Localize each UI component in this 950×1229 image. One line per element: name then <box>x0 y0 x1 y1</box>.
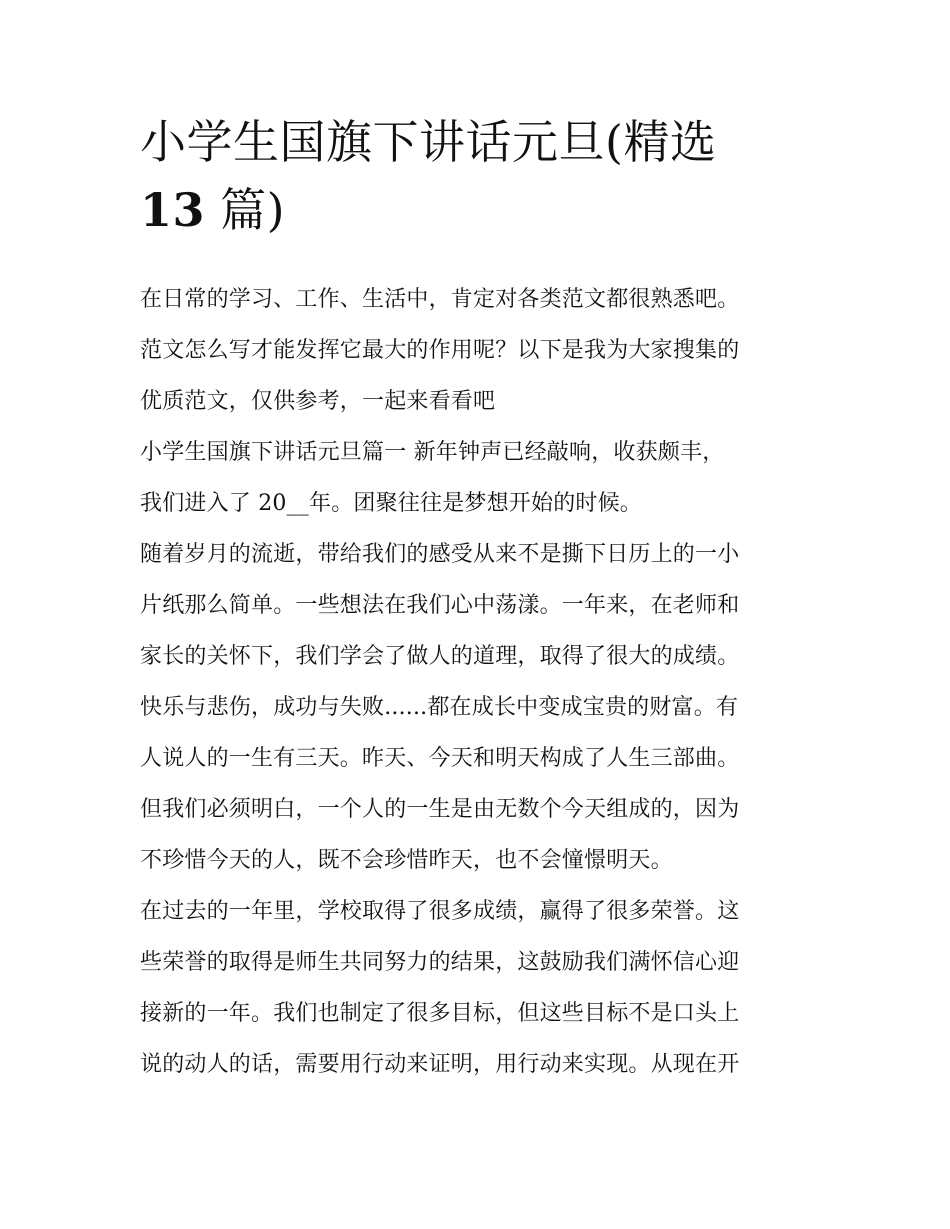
body-line: 随着岁月的流逝，带给我们的感受从来不是撕下日历上的一小 <box>140 542 740 567</box>
body-line: 快乐与悲伤，成功与失败......都在成长中变成宝贵的财富。有 <box>140 695 739 720</box>
body-line: 不珍惜今天的人，既不会珍惜昨天，也不会憧憬明天。 <box>140 848 673 873</box>
body-line: 说的动人的话，需要用行动来证明，用行动来实现。从现在开 <box>140 1052 740 1077</box>
body-line: 在日常的学习、工作、生活中，肯定对各类范文都很熟悉吧。 <box>140 287 740 312</box>
body-line: 人说人的一生有三天。昨天、今天和明天构成了人生三部曲。 <box>140 746 740 771</box>
body-line: 家长的关怀下，我们学会了做人的道理，取得了很大的成绩。 <box>140 644 740 669</box>
body-line: 范文怎么写才能发挥它最大的作用呢？以下是我为大家搜集的 <box>140 338 740 363</box>
title-count: 13 <box>140 183 206 237</box>
body-line: 些荣誉的取得是师生共同努力的结果，这鼓励我们满怀信心迎 <box>140 950 740 975</box>
body-line: 片纸那么简单。一些想法在我们心中荡漾。一年来，在老师和 <box>140 593 740 618</box>
body-line: 小学生国旗下讲话元旦篇一 新年钟声已经敲响，收获颇丰， <box>140 440 725 465</box>
document-page <box>140 108 820 1090</box>
title-line-1: 小学生国旗下讲话元旦(精选 <box>140 115 717 169</box>
document-body <box>140 274 820 1090</box>
title-line-2 <box>140 176 820 244</box>
body-line: 接新的一年。我们也制定了很多目标，但这些目标不是口头上 <box>140 1001 740 1026</box>
body-line: 但我们必须明白，一个人的一生是由无数个今天组成的，因为 <box>140 797 740 822</box>
body-line: 优质范文，仅供参考，一起来看看吧 <box>140 389 496 414</box>
body-line: 在过去的一年里，学校取得了很多成绩，赢得了很多荣誉。这 <box>140 899 740 924</box>
title-suffix: 篇) <box>205 183 286 237</box>
body-line: 我们进入了 20__年。团聚往往是梦想开始的时候。 <box>140 491 642 516</box>
document-title <box>140 108 820 244</box>
